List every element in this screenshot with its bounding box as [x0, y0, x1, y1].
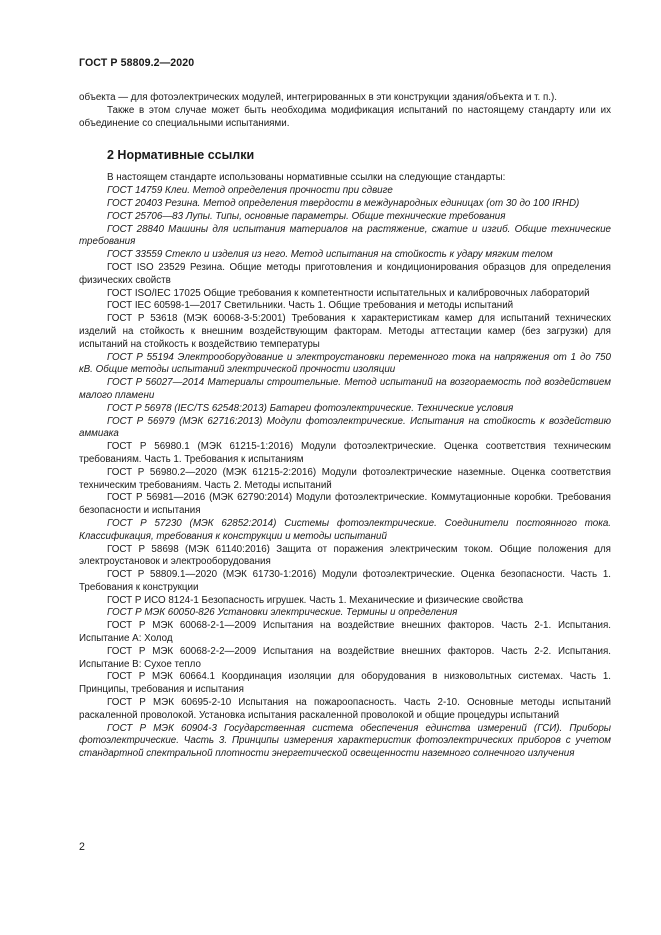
reference-item: ГОСТ Р 58809.1—2020 (МЭК 61730-1:2016) Модули фотоэлектрические. Оценка безопасности. Часть 1. Требования к конструкции [79, 569, 611, 593]
reference-item: ГОСТ Р МЭК 60664.1 Координация изоляции для оборудования в низковольтных системах. Часть 1. Принципы, требования и испытания [79, 671, 611, 696]
reference-item: ГОСТ Р МЭК 60068-2-1—2009 Испытания на воздействие внешних факторов. Часть 2-1. Испытания. Испытание А: Холод [79, 620, 611, 645]
reference-item: ГОСТ Р МЭК 60050-826 Установки электрические. Термины и определения [107, 607, 458, 619]
reference-item: ГОСТ Р 56981—2016 (МЭК 62790:2014) Модули фотоэлектрические. Коммутационные коробки. Требования безопасности и испытания [79, 492, 611, 517]
reference-item: ГОСТ Р МЭК 60904-3 Государственная система обеспечения единства измерений (ГСИ). Приборы фотоэлектрические. Часть 3. Принципы измерения характеристик фотоэлектрических приборов с учетом стандартной спектральной плотности энергетической освещенности наземного солнечного излучения [79, 722, 611, 760]
reference-item: ГОСТ Р 56978 (IEC/TS 62548:2013) Батареи фотоэлектрические. Технические условия [107, 402, 514, 414]
reference-item: ГОСТ Р 56980.1 (МЭК 61215-1:2016) Модули фотоэлектрические. Оценка соответствия техническим требованиям. Часть 1. Требования к испытаниям [79, 441, 611, 465]
reference-item: ГОСТ 33559 Стекло и изделия из него. Метод испытания на стойкость к удару мягким телом [107, 249, 553, 261]
document-header: ГОСТ Р 58809.2—2020 [79, 57, 195, 69]
reference-item: ГОСТ Р 57230 (МЭК 62852:2014) Системы фотоэлектрические. Соединители постоянного тока. Классификация, требования к конструкции и методы испытаний [79, 517, 611, 542]
reference-item: ГОСТ Р ИСО 8124-1 Безопасность игрушек. Часть 1. Механические и физические свойства [107, 594, 524, 606]
reference-item: ГОСТ Р 55194 Электрооборудование и электроустановки переменного тока на напряжения от 1 до 750 кВ. Общие методы испытаний электрической прочности изоляции [79, 351, 611, 376]
reference-item: ГОСТ Р 56980.2—2020 (МЭК 61215-2:2016) Модули фотоэлектрические наземные. Оценка соответствия техническим требованиям. Часть 2. Методы испытаний [79, 466, 611, 491]
reference-item: ГОСТ 20403 Резина. Метод определения твердости в международных единицах (от 30 до 100 IRHD) [107, 197, 580, 209]
reference-item: ГОСТ 14759 Клеи. Метод определения прочности при сдвиге [107, 185, 393, 197]
intro-paragraph-2: Также в этом случае может быть необходима модификация испытаний по настоящему стандарту или их объединение со специальными испытаниями. [79, 104, 611, 129]
page-number: 2 [79, 841, 85, 853]
reference-item: ГОСТ ISO/IEC 17025 Общие требования к компетентности испытательных и калибровочных лабораторий [107, 287, 590, 299]
reference-list [79, 185, 611, 761]
section-title: 2 Нормативные ссылки [107, 148, 255, 163]
reference-item: ГОСТ Р МЭК 60695-2-10 Испытания на пожароопасность. Часть 2-10. Основные методы испытаний раскаленной проволокой. Установка испытания раскаленной проволокой и общие процедуры испытаний [79, 697, 611, 721]
reference-item: ГОСТ ISO 23529 Резина. Общие методы приготовления и кондиционирования образцов для определения физических свойств [79, 261, 611, 286]
document-body [79, 92, 611, 761]
section-lead: В настоящем стандарте использованы нормативные ссылки на следующие стандарты: [107, 172, 506, 184]
reference-item: ГОСТ Р МЭК 60068-2-2—2009 Испытания на воздействие внешних факторов. Часть 2-2. Испытания. Испытание В: Сухое тепло [79, 645, 611, 670]
reference-item: ГОСТ IEC 60598-1—2017 Светильники. Часть 1. Общие требования и методы испытаний [107, 300, 514, 312]
reference-item: ГОСТ Р 58698 (МЭК 61140:2016) Защита от поражения электрическим током. Общие положения для электроустановок и электрооборудования [79, 543, 611, 568]
reference-item: ГОСТ 28840 Машины для испытания материалов на растяжение, сжатие и изгиб. Общие технические требования [79, 223, 611, 248]
reference-item: ГОСТ Р 56979 (МЭК 62716:2013) Модули фотоэлектрические. Испытания на стойкость к воздействию аммиака [79, 415, 611, 440]
reference-item: ГОСТ 25706—83 Лупы. Типы, основные параметры. Общие технические требования [107, 210, 506, 222]
reference-item: ГОСТ Р 56027—2014 Материалы строительные. Метод испытаний на возгораемость под воздействием малого пламени [79, 377, 611, 401]
intro-paragraph-1: объекта — для фотоэлектрических модулей, интегрированных в эти конструкции здания/объекта и т. п.). [79, 92, 557, 103]
reference-item: ГОСТ Р 53618 (МЭК 60068-3-5:2001) Требования к характеристикам камер для испытаний технических изделий на стойкость к внешним воздействующим факторам. Методы аттестации камер (без загрузки) для испытаний на стойкость к воздействию температуры [79, 313, 611, 350]
